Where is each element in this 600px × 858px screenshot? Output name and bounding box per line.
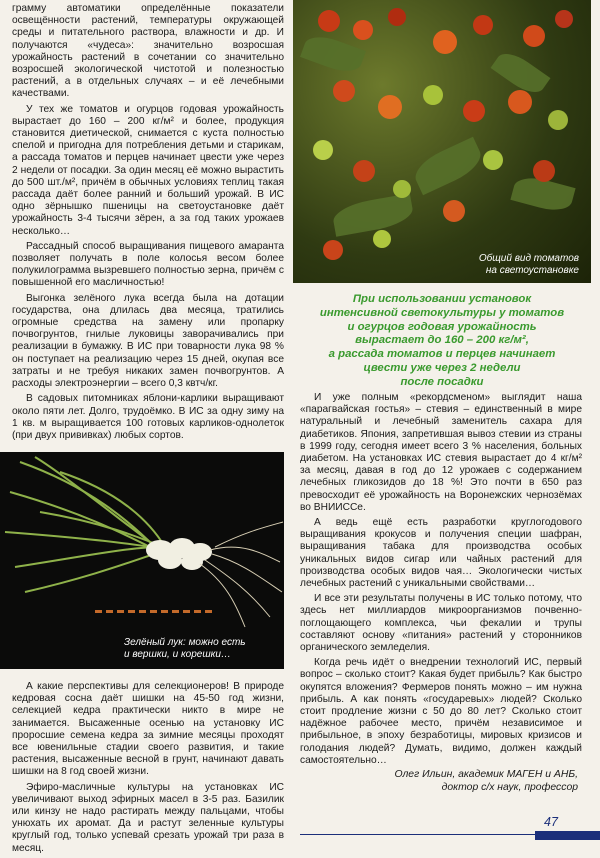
paragraph: И все эти результаты получены в ИС только потому, что здесь нет миллиардов микроорганизмов почвенно-поглощающего комплекса, чьи фекалии и трупы составляют основу «питания» растений у сторонников органического земледелия. [300,593,582,654]
pull-quote [300,293,584,390]
author-signature [300,768,578,794]
pull-quote-line: и огурцов годовая урожайность [347,320,537,333]
right-column-bottom-text [300,392,582,770]
onion-caption-line-1: Зелёный лук: можно есть [124,637,246,648]
paragraph: грамму автоматики определённые показатели освещённости растений, температуры окружающей среды и питательного раствора, влажности и др. И получаются «чудеса»: значительно возросшая урожайность растений в сочетании со значительно возросшей экологической чистотой и полезностью растений, а в отдельных случаях – и её лечебными качествами. [12,3,284,100]
paragraph: В садовых питомниках яблони-карлики выращивают около пяти лет. Долго, трудоёмко. В ИС за одну зиму на 1 кв. м выращивается 100 готовых карликов-однолеток (при двух прививках) любых сортов. [12,393,284,441]
page-number: 47 [544,815,558,829]
paragraph: Эфиро-масличные культуры на установках ИС увеличивают выход эфирных масел в 3-5 раз. Базилик или кинзу не надо растирать между пальцами, чтобы унюхать их аромат. Да и растут зеленные культуры круглый год, только успевай срезать урожай три раза в месяц. [12,781,284,854]
pull-quote-line: после посадки [400,375,484,388]
signature-line-1: Олег Ильин, академик МАГЕН и АНБ, [394,769,578,780]
paragraph: У тех же томатов и огурцов годовая урожайность вырастает до 160 – 200 кг/м² и более, продукция становится диетической, снимается с куста полностью спелой и пригодна для потребления детьми и старикам, а рассада томатов и перцев начинает цвести уже через 2 недели от посадки. За один месяц её можно вырастить до 500 шт./м², причём в обычных условиях теплиц такая рассада даёт более ранний и больший урожай. В ИС одно зёрнышко пшеницы на светоустановке даёт урожайность 3-4 тысячи зёрен, а за год таких урожаев несколько… [12,103,284,237]
pull-quote-line: При использовании установок [352,293,532,305]
pull-quote-line: цвести уже через 2 недели [363,361,521,374]
paragraph: А какие перспективы для селекционеров! В природе кедровая сосна даёт шишки на 45-50 год жизни, селекцией кедра практически никто в мире не занимается. Высаженные осенью на установку ИС проросшие семена кедра за зимние месяцы проходят все ювенильные стадии своего развития, и такие растения, высаженные весной в грунт, начинают давать шишки на 8 год своей жизни. [12,681,284,778]
pull-quote-line: вырастает до 160 – 200 кг/м², [355,334,529,347]
paragraph: Рассадный способ выращивания пищевого амаранта позволяет получать в поле колосья весом более полукилограмма вызревшего полностью зерна, причём с повышенной его масличностью! [12,240,284,289]
left-column-bottom-text [12,681,284,858]
page-corner-bar [535,831,600,840]
onion-caption [124,637,274,661]
pull-quote-line: а рассада томатов и перцев начинает [328,348,556,361]
left-column-top-text [12,3,284,445]
tomato-photo [293,0,591,283]
paragraph: Выгонка зелёного лука всегда была на дотации государства, она длилась два месяца, тратились огромные средства на замену или пропарку почвогрунтов, гнилые луковицы заворачивались при реализации в бумажку. В ИС при товарности лука 98 % он поступает на реализацию через 15 дней, окупая все затраты и не требуя никаких замен почвогрунтов. А расходы электроэнергии – всего 0,3 квтч/кг. [12,292,284,390]
tomato-caption-line-2: на светоустановке [485,265,579,276]
tomato-caption-line-1: Общий вид томатов [478,253,579,264]
signature-line-2: доктор с/х наук, профессор [441,782,578,793]
paragraph: Когда речь идёт о внедрении технологий ИС, первый вопрос – сколько стоит? Какая будет прибыль? Как быстро окупятся вложения? Фермеров понять можно – им нужна прибыль. А как понять «государевых» людей? Сколько стоит продление жизни с 50 до 80 лет? Сколько стоит надёжное рабочее место, причём независимое и прибыльное, в эпоху безработицы, мировых кризисов и голодания людей? Думать, видимо, должен каждый самостоятельно… [300,657,582,766]
onion-caption-line-2: и вершки, и корешки… [124,649,231,660]
paragraph: А ведь ещё есть разработки круглогодового выращивания крокусов и получения специи шафран, выращивания табака для производства особых уникальных видов сигар или чайных растений для производства особых видов чая… Экологически чистых лечебных растений с уникальными свойствами… [300,517,582,590]
paragraph: И уже полным «рекордсменом» выглядит наша «парагвайская гостья» – стевия – единственный в мире натуральный и лечебный заменитель сахара для диабетиков. Япония, запретившая вывоз стевии из страны в 1999 году, сегодня имеет всего 3 % населения, больных диабетом. На установках ИС стевия вырастает до 4 кг/м² за месяц, давая в год до 12 урожаев с содержанием лечебных гликозидов до 18 %! Это почти в 650 раз превосходит её урожайность на Воронежских чернозёмах во ВНИИССе. [300,392,582,513]
onion-photo [0,452,284,669]
tomato-caption [459,253,579,277]
pull-quote-line: интенсивной светокультуры у томатов [319,306,565,319]
page-rule [300,834,535,835]
